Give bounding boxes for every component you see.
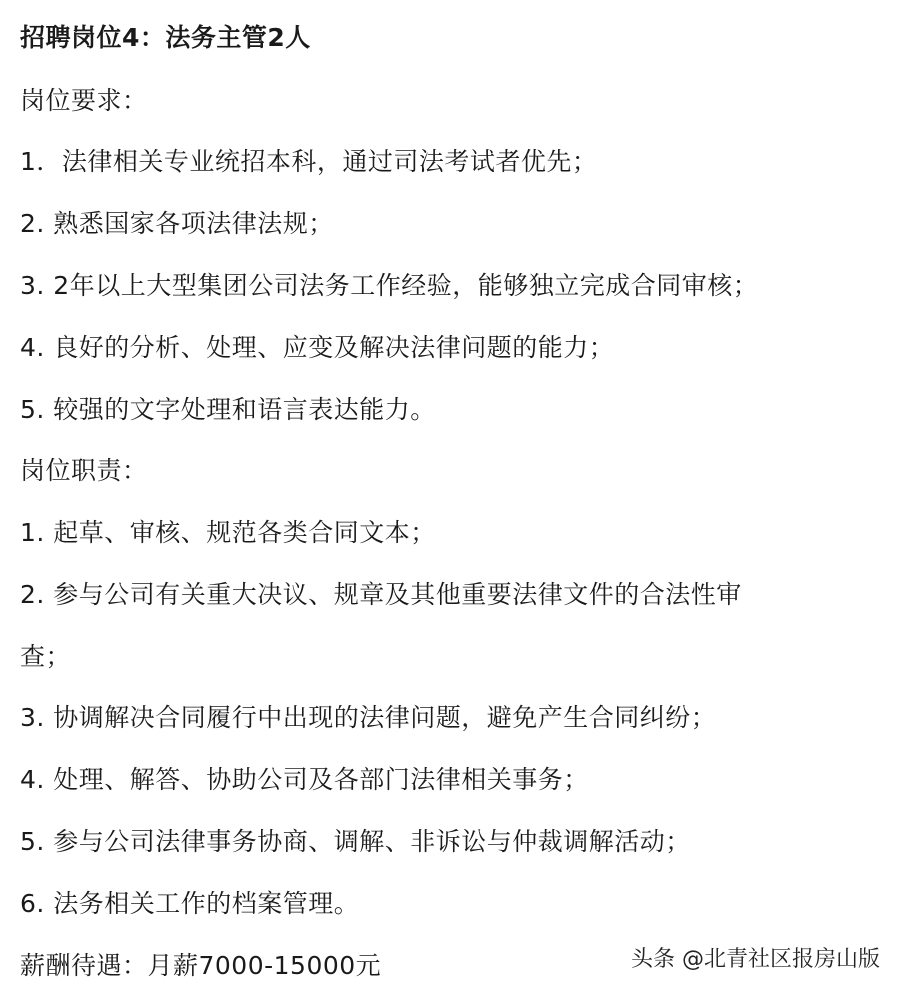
requirements-heading: 岗位要求： <box>20 86 148 115</box>
duty-item-2-continued: 查； <box>20 642 72 671</box>
requirement-item-3: 3. 2年以上大型集团公司法务工作经验，能够独立完成合同审核； <box>20 271 759 300</box>
duty-item-1: 1. 起草、审核、规范各类合同文本； <box>20 518 436 547</box>
requirement-item-1: 1．法律相关专业统招本科，通过司法考试者优先； <box>20 147 598 176</box>
job-title: 招聘岗位4：法务主管2人 <box>20 23 311 52</box>
duty-item-5: 5. 参与公司法律事务协商、调解、非诉讼与仲裁调解活动； <box>20 827 691 856</box>
duty-item-6: 6. 法务相关工作的档案管理。 <box>20 889 360 918</box>
watermark-text: 头条 @北青社区报房山版 <box>631 947 880 972</box>
duty-item-3: 3. 协调解决合同履行中出现的法律问题，避免产生合同纠纷； <box>20 703 717 732</box>
requirement-item-4: 4. 良好的分析、处理、应变及解决法律问题的能力； <box>20 333 615 362</box>
duty-item-2: 2. 参与公司有关重大决议、规章及其他重要法律文件的合法性审 <box>20 580 742 609</box>
duty-item-4: 4. 处理、解答、协助公司及各部门法律相关事务； <box>20 765 589 794</box>
requirement-item-2: 2. 熟悉国家各项法律法规； <box>20 209 334 238</box>
salary-line: 薪酬待遇：月薪7000-15000元 <box>20 951 382 980</box>
duties-heading: 岗位职责： <box>20 456 148 485</box>
requirement-item-5: 5. 较强的文字处理和语言表达能力。 <box>20 395 436 424</box>
